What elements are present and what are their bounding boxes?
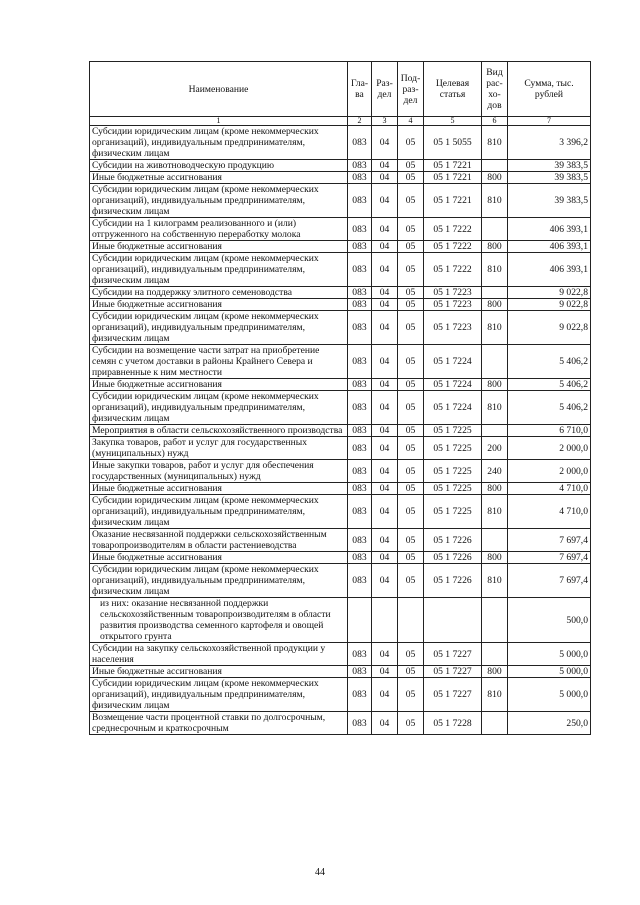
row-glava: 083 [348, 495, 372, 529]
row-razdel: 04 [372, 345, 398, 379]
row-vid [482, 643, 508, 666]
row-podrazdel: 05 [398, 437, 424, 460]
row-glava: 083 [348, 643, 372, 666]
row-razdel [372, 598, 398, 643]
header-podrazdel: Под-раз-дел [398, 62, 424, 117]
row-sum: 5 000,0 [508, 643, 591, 666]
table-row [90, 460, 591, 483]
row-target: 05 1 7225 [424, 483, 482, 495]
row-sum: 5 000,0 [508, 678, 591, 712]
row-razdel: 04 [372, 678, 398, 712]
column-number: 7 [508, 117, 591, 126]
row-sum: 500,0 [508, 598, 591, 643]
table-row [90, 160, 591, 172]
row-sum: 406 393,1 [508, 253, 591, 287]
row-sum: 2 000,0 [508, 460, 591, 483]
row-name: Субсидии юридическим лицам (кроме некоммерческих организаций), индивидуальным предпринимателям, физическим лицам [90, 253, 348, 287]
row-glava: 083 [348, 712, 372, 735]
row-sum: 4 710,0 [508, 495, 591, 529]
row-podrazdel: 05 [398, 126, 424, 160]
row-vid: 810 [482, 253, 508, 287]
row-podrazdel: 05 [398, 529, 424, 552]
row-name: Субсидии юридическим лицам (кроме некоммерческих организаций), индивидуальным предпринимателям, физическим лицам [90, 678, 348, 712]
table-row [90, 345, 591, 379]
row-razdel: 04 [372, 437, 398, 460]
row-name: Субсидии юридическим лицам (кроме некоммерческих организаций), индивидуальным предпринимателям, физическим лицам [90, 311, 348, 345]
row-name: Иные бюджетные ассигнования [90, 483, 348, 495]
table-row [90, 299, 591, 311]
row-sum: 7 697,4 [508, 529, 591, 552]
row-glava: 083 [348, 678, 372, 712]
row-name: Оказание несвязанной поддержки сельскохозяйственным товаропроизводителям в области растениеводства [90, 529, 348, 552]
row-name: Субсидии на 1 килограмм реализованного и (или) отгруженного на собственную переработку молока [90, 218, 348, 241]
table-row [90, 253, 591, 287]
row-target: 05 1 7227 [424, 666, 482, 678]
row-razdel: 04 [372, 391, 398, 425]
row-target [424, 598, 482, 643]
table-row [90, 172, 591, 184]
row-target: 05 1 7226 [424, 564, 482, 598]
table-row [90, 529, 591, 552]
row-razdel: 04 [372, 643, 398, 666]
table-row [90, 425, 591, 437]
row-name: Возмещение части процентной ставки по долгосрочным, среднесрочным и краткосрочным [90, 712, 348, 735]
column-number: 4 [398, 117, 424, 126]
row-name: Иные закупки товаров, работ и услуг для обеспечения государственных (муниципальных) нужд [90, 460, 348, 483]
header-target: Целевая статья [424, 62, 482, 117]
row-razdel: 04 [372, 172, 398, 184]
row-target: 05 1 7227 [424, 678, 482, 712]
column-number: 2 [348, 117, 372, 126]
table-row [90, 379, 591, 391]
row-name: Иные бюджетные ассигнования [90, 241, 348, 253]
table-row [90, 666, 591, 678]
row-razdel: 04 [372, 311, 398, 345]
row-glava: 083 [348, 483, 372, 495]
row-glava: 083 [348, 564, 372, 598]
column-number: 3 [372, 117, 398, 126]
table-row [90, 126, 591, 160]
row-podrazdel: 05 [398, 666, 424, 678]
row-razdel: 04 [372, 253, 398, 287]
row-target: 05 1 7221 [424, 184, 482, 218]
row-target: 05 1 7224 [424, 391, 482, 425]
row-sum: 5 406,2 [508, 391, 591, 425]
row-razdel: 04 [372, 712, 398, 735]
row-vid [482, 218, 508, 241]
table-row [90, 483, 591, 495]
row-vid [482, 345, 508, 379]
row-podrazdel: 05 [398, 299, 424, 311]
row-podrazdel: 05 [398, 460, 424, 483]
column-numbers-row [90, 117, 591, 126]
header-sum: Сумма, тыс. рублей [508, 62, 591, 117]
row-razdel: 04 [372, 425, 398, 437]
row-sum: 406 393,1 [508, 218, 591, 241]
row-podrazdel: 05 [398, 241, 424, 253]
table-row [90, 564, 591, 598]
row-sum: 39 383,5 [508, 160, 591, 172]
header-razdel: Раз-дел [372, 62, 398, 117]
row-target: 05 1 7225 [424, 437, 482, 460]
row-sum: 7 697,4 [508, 552, 591, 564]
row-sum: 39 383,5 [508, 172, 591, 184]
row-name: Субсидии юридическим лицам (кроме некоммерческих организаций), индивидуальным предпринимателям, физическим лицам [90, 184, 348, 218]
table-row [90, 598, 591, 643]
row-podrazdel: 05 [398, 311, 424, 345]
row-razdel: 04 [372, 460, 398, 483]
row-vid: 810 [482, 126, 508, 160]
row-vid: 810 [482, 391, 508, 425]
row-razdel: 04 [372, 160, 398, 172]
row-razdel: 04 [372, 552, 398, 564]
row-name: Субсидии на закупку сельскохозяйственной продукции у населения [90, 643, 348, 666]
row-podrazdel: 05 [398, 379, 424, 391]
row-razdel: 04 [372, 218, 398, 241]
row-target: 05 1 7226 [424, 529, 482, 552]
row-razdel: 04 [372, 564, 398, 598]
row-sum: 5 406,2 [508, 379, 591, 391]
row-razdel: 04 [372, 299, 398, 311]
row-glava: 083 [348, 218, 372, 241]
row-name: Субсидии на поддержку элитного семеноводства [90, 287, 348, 299]
row-podrazdel: 05 [398, 391, 424, 425]
row-vid [482, 425, 508, 437]
row-name: из них: оказание несвязанной поддержки сельскохозяйственным товаропроизводителям в области развития производства семенного картофеля и овощей открытого грунта [90, 598, 348, 643]
row-razdel: 04 [372, 241, 398, 253]
row-vid [482, 712, 508, 735]
row-razdel: 04 [372, 379, 398, 391]
table-row [90, 311, 591, 345]
row-podrazdel: 05 [398, 287, 424, 299]
page-number: 44 [315, 867, 325, 878]
row-podrazdel: 05 [398, 564, 424, 598]
row-name: Закупка товаров, работ и услуг для государственных (муниципальных) нужд [90, 437, 348, 460]
row-sum: 9 022,8 [508, 299, 591, 311]
row-vid: 240 [482, 460, 508, 483]
row-razdel: 04 [372, 483, 398, 495]
column-number: 6 [482, 117, 508, 126]
header-name: Наименование [90, 62, 348, 117]
row-vid: 800 [482, 172, 508, 184]
row-podrazdel: 05 [398, 425, 424, 437]
row-vid [482, 598, 508, 643]
row-glava: 083 [348, 172, 372, 184]
row-glava: 083 [348, 253, 372, 287]
row-glava: 083 [348, 666, 372, 678]
row-podrazdel [398, 598, 424, 643]
row-target: 05 1 5055 [424, 126, 482, 160]
table-row [90, 678, 591, 712]
table-row [90, 643, 591, 666]
row-vid [482, 287, 508, 299]
table-row [90, 241, 591, 253]
row-glava: 083 [348, 299, 372, 311]
row-razdel: 04 [372, 495, 398, 529]
row-glava: 083 [348, 160, 372, 172]
row-name: Субсидии на возмещение части затрат на приобретение семян с учетом доставки в районы Крайнего Севера и приравненные к ним местности [90, 345, 348, 379]
row-sum: 250,0 [508, 712, 591, 735]
table-row [90, 287, 591, 299]
row-razdel: 04 [372, 666, 398, 678]
row-target: 05 1 7224 [424, 379, 482, 391]
row-podrazdel: 05 [398, 712, 424, 735]
row-podrazdel: 05 [398, 218, 424, 241]
row-glava: 083 [348, 460, 372, 483]
header-glava: Гла-ва [348, 62, 372, 117]
row-vid [482, 529, 508, 552]
row-podrazdel: 05 [398, 172, 424, 184]
row-vid: 800 [482, 666, 508, 678]
row-glava: 083 [348, 184, 372, 218]
row-glava: 083 [348, 241, 372, 253]
row-vid: 810 [482, 495, 508, 529]
row-podrazdel: 05 [398, 678, 424, 712]
row-glava: 083 [348, 345, 372, 379]
table-row [90, 495, 591, 529]
row-target: 05 1 7222 [424, 218, 482, 241]
row-name: Иные бюджетные ассигнования [90, 552, 348, 564]
table-row [90, 391, 591, 425]
table-header [90, 62, 591, 126]
table-row [90, 552, 591, 564]
row-vid [482, 160, 508, 172]
row-name: Субсидии на животноводческую продукцию [90, 160, 348, 172]
row-vid: 810 [482, 564, 508, 598]
row-podrazdel: 05 [398, 184, 424, 218]
row-vid: 800 [482, 552, 508, 564]
column-number: 5 [424, 117, 482, 126]
row-target: 05 1 7225 [424, 495, 482, 529]
row-glava: 083 [348, 287, 372, 299]
row-target: 05 1 7223 [424, 299, 482, 311]
row-sum: 5 000,0 [508, 666, 591, 678]
row-podrazdel: 05 [398, 253, 424, 287]
row-glava: 083 [348, 311, 372, 345]
row-target: 05 1 7222 [424, 253, 482, 287]
table-row [90, 437, 591, 460]
row-name: Субсидии юридическим лицам (кроме некоммерческих организаций), индивидуальным предпринимателям, физическим лицам [90, 391, 348, 425]
row-name: Мероприятия в области сельскохозяйственного производства [90, 425, 348, 437]
row-glava [348, 598, 372, 643]
row-sum: 6 710,0 [508, 425, 591, 437]
row-sum: 406 393,1 [508, 241, 591, 253]
row-target: 05 1 7228 [424, 712, 482, 735]
row-glava: 083 [348, 379, 372, 391]
row-podrazdel: 05 [398, 160, 424, 172]
row-sum: 3 396,2 [508, 126, 591, 160]
row-razdel: 04 [372, 529, 398, 552]
row-sum: 9 022,8 [508, 311, 591, 345]
row-name: Субсидии юридическим лицам (кроме некоммерческих организаций), индивидуальным предпринимателям, физическим лицам [90, 495, 348, 529]
row-target: 05 1 7223 [424, 287, 482, 299]
row-glava: 083 [348, 437, 372, 460]
row-vid: 800 [482, 483, 508, 495]
row-name: Иные бюджетные ассигнования [90, 666, 348, 678]
table-row [90, 218, 591, 241]
row-vid: 800 [482, 241, 508, 253]
row-name: Субсидии юридическим лицам (кроме некоммерческих организаций), индивидуальным предпринимателям, физическим лицам [90, 126, 348, 160]
table-body [90, 126, 591, 735]
row-vid: 810 [482, 311, 508, 345]
row-target: 05 1 7221 [424, 172, 482, 184]
row-target: 05 1 7227 [424, 643, 482, 666]
row-glava: 083 [348, 126, 372, 160]
table-row [90, 712, 591, 735]
row-target: 05 1 7224 [424, 345, 482, 379]
row-glava: 083 [348, 391, 372, 425]
row-target: 05 1 7225 [424, 460, 482, 483]
row-target: 05 1 7225 [424, 425, 482, 437]
row-podrazdel: 05 [398, 483, 424, 495]
row-sum: 39 383,5 [508, 184, 591, 218]
row-name: Иные бюджетные ассигнования [90, 172, 348, 184]
row-sum: 2 000,0 [508, 437, 591, 460]
row-vid: 200 [482, 437, 508, 460]
row-sum: 9 022,8 [508, 287, 591, 299]
row-vid: 800 [482, 299, 508, 311]
row-name: Иные бюджетные ассигнования [90, 299, 348, 311]
row-target: 05 1 7226 [424, 552, 482, 564]
row-sum: 4 710,0 [508, 483, 591, 495]
row-razdel: 04 [372, 126, 398, 160]
row-glava: 083 [348, 529, 372, 552]
budget-table [89, 61, 591, 735]
row-podrazdel: 05 [398, 552, 424, 564]
header-vid: Вид рас-хо-дов [482, 62, 508, 117]
column-number: 1 [90, 117, 348, 126]
row-name: Субсидии юридическим лицам (кроме некоммерческих организаций), индивидуальным предпринимателям, физическим лицам [90, 564, 348, 598]
row-sum: 5 406,2 [508, 345, 591, 379]
row-target: 05 1 7223 [424, 311, 482, 345]
row-name: Иные бюджетные ассигнования [90, 379, 348, 391]
table-row [90, 184, 591, 218]
row-glava: 083 [348, 552, 372, 564]
row-vid: 810 [482, 184, 508, 218]
row-target: 05 1 7221 [424, 160, 482, 172]
row-sum: 7 697,4 [508, 564, 591, 598]
row-podrazdel: 05 [398, 345, 424, 379]
row-target: 05 1 7222 [424, 241, 482, 253]
row-razdel: 04 [372, 287, 398, 299]
row-podrazdel: 05 [398, 643, 424, 666]
row-glava: 083 [348, 425, 372, 437]
row-podrazdel: 05 [398, 495, 424, 529]
row-vid: 800 [482, 379, 508, 391]
row-razdel: 04 [372, 184, 398, 218]
row-vid: 810 [482, 678, 508, 712]
